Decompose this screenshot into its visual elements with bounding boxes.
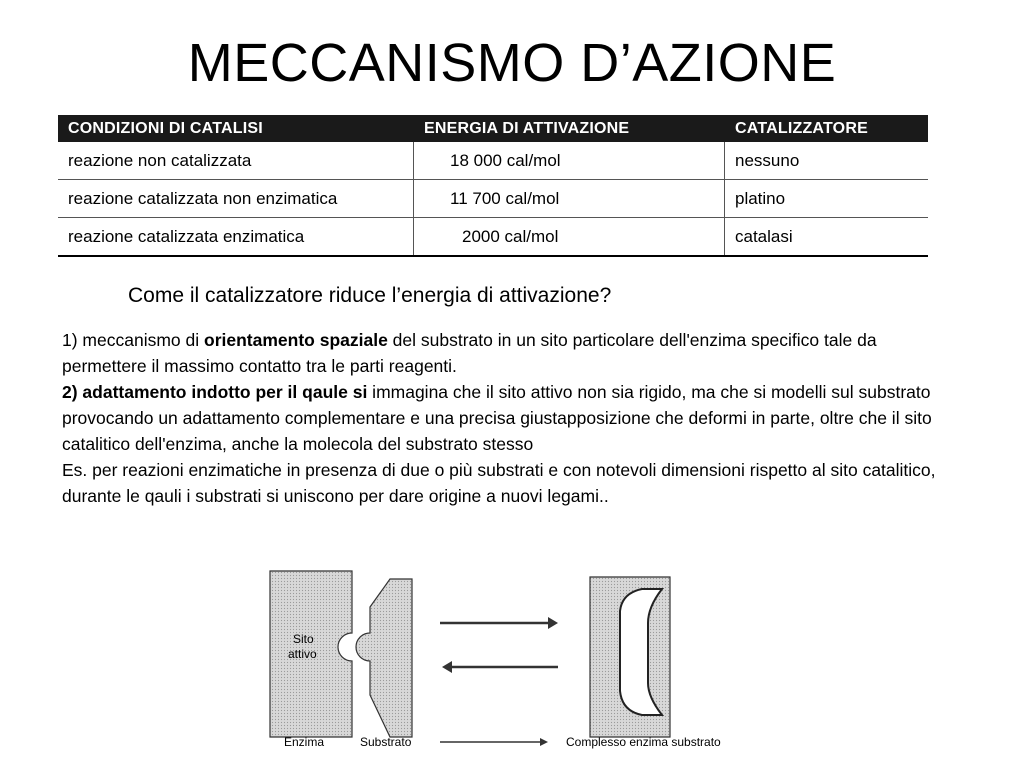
bottom-arrow-head	[540, 738, 548, 746]
cell-energy: 2000 cal/mol	[414, 218, 725, 257]
paragraph-induced-fit	[62, 379, 962, 457]
cell-condition: reazione catalizzata non enzimatica	[58, 180, 414, 218]
substrate-label: Substrato	[360, 735, 412, 749]
cell-condition: reazione catalizzata enzimatica	[58, 218, 414, 257]
substrate-shape	[356, 579, 412, 737]
cell-catalyst: platino	[725, 180, 929, 218]
p2-bold: 2) adattamento indotto per il qaule si	[62, 382, 368, 402]
cell-catalyst: catalasi	[725, 218, 929, 257]
site-label-1: Sito	[293, 632, 314, 646]
forward-arrow-head	[548, 617, 558, 629]
p2-text: immagina che il sito attivo non sia rigido, ma che si modelli sul substrato provocando un adattamento complementare e una precisa giustapposizione che deformi in parte, oltre che il sito catalitico dell'enzima, anche la molecola del substrato stesso	[62, 382, 932, 454]
table-row	[58, 180, 928, 218]
reverse-arrow-head	[442, 661, 452, 673]
cell-energy: 11 700 cal/mol	[414, 180, 725, 218]
header-catalyst: CATALIZZATORE	[725, 115, 929, 142]
cell-condition: reazione non catalizzata	[58, 142, 414, 180]
question-text: Come il catalizzatore riduce l’energia di attivazione?	[128, 284, 612, 307]
enzyme-substrate-diagram	[250, 565, 750, 765]
p1-bold: orientamento spaziale	[204, 330, 388, 350]
cell-catalyst: nessuno	[725, 142, 929, 180]
table-row	[58, 142, 928, 180]
p1-text: 1) meccanismo di	[62, 330, 204, 350]
catalysis-table	[58, 115, 928, 257]
site-label-2: attivo	[288, 647, 317, 661]
header-activation-energy: ENERGIA DI ATTIVAZIONE	[414, 115, 725, 142]
cell-energy: 18 000 cal/mol	[414, 142, 725, 180]
slide-title: MECCANISMO D’AZIONE	[187, 33, 837, 93]
paragraph-example: Es. per reazioni enzimatiche in presenza di due o più substrati e con notevoli dimensioni rispetto al sito catalitico, durante le qauli i substrati si uniscono per dare origine a nuovi legami..	[62, 460, 936, 506]
table-row	[58, 218, 928, 257]
table-header-row	[58, 115, 928, 142]
explanation-body	[62, 327, 962, 509]
header-conditions: CONDIZIONI DI CATALISI	[58, 115, 414, 142]
enzyme-label: Enzima	[284, 735, 325, 749]
paragraph-orientation	[62, 327, 962, 379]
p1-text-rest: del substrato in un sito particolare dell'enzima specifico tale da permettere il massimo contatto tra le parti reagenti.	[62, 330, 877, 376]
complex-label: Complesso enzima substrato	[566, 735, 721, 749]
